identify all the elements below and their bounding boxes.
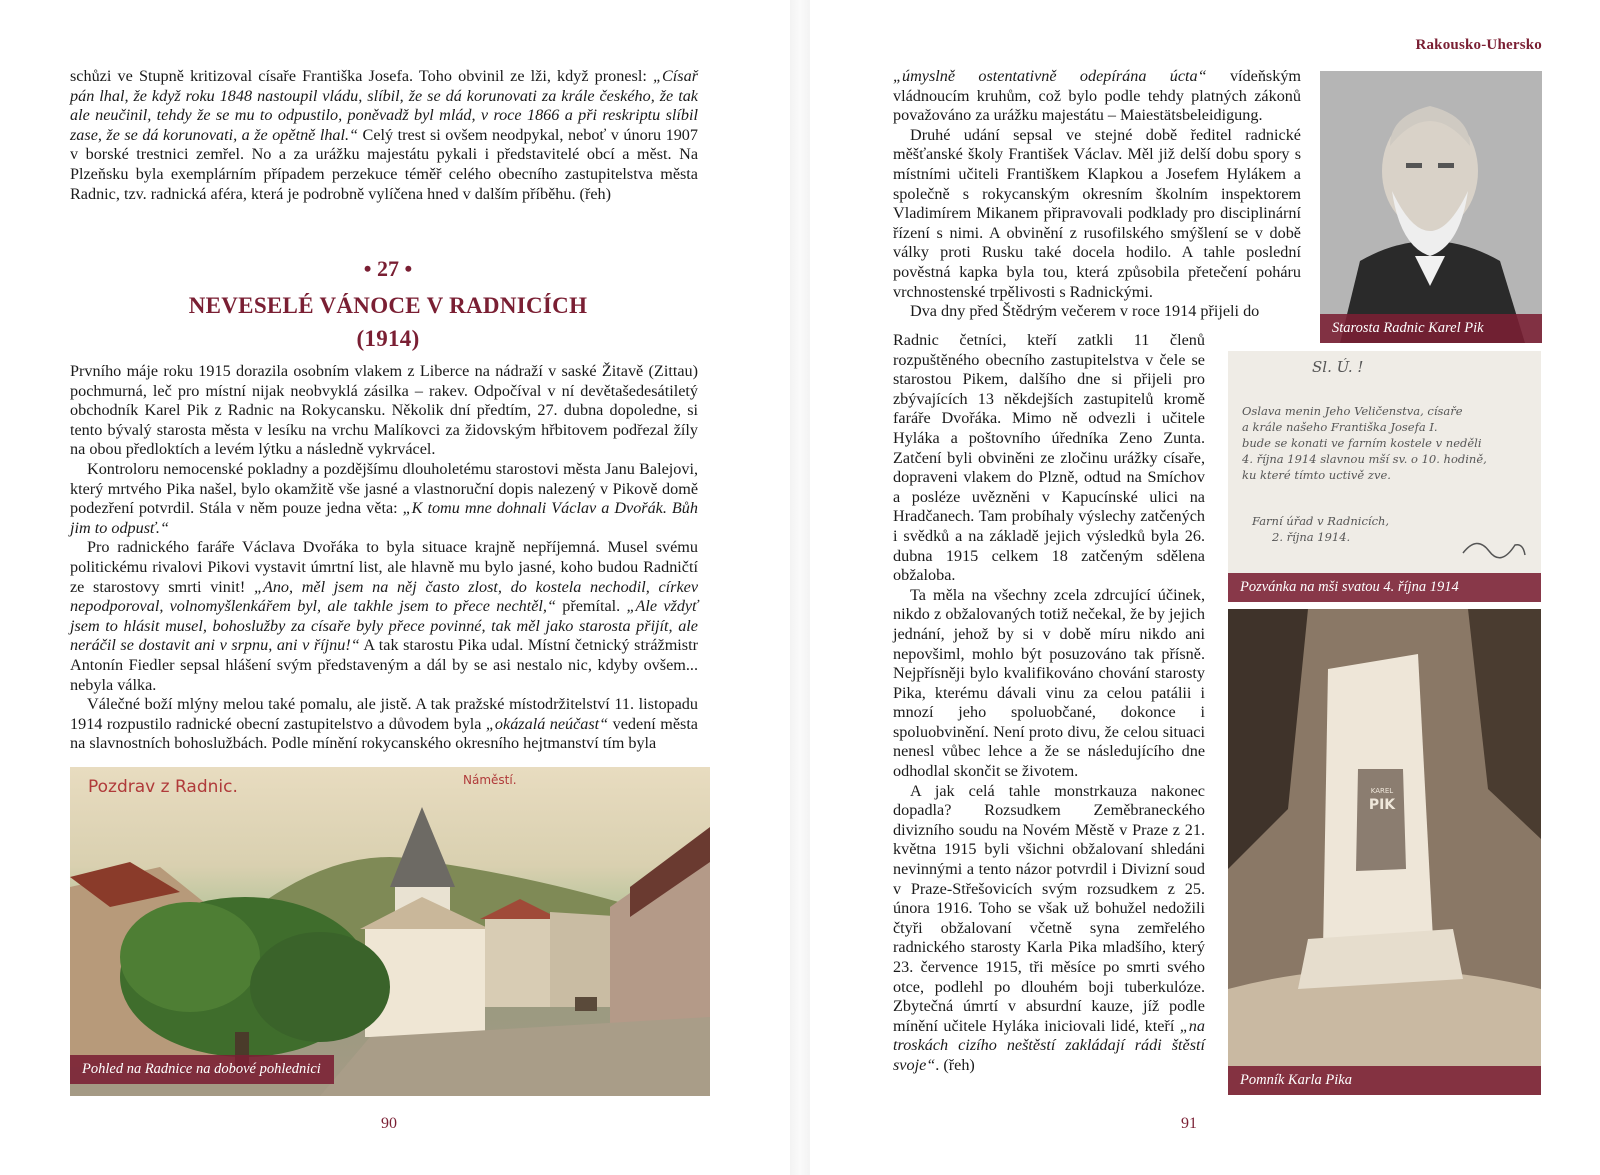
paragraph: „úmyslně ostentativně odepírána úcta“ vídeňským vládnoucím kruhům, což bylo podle tehdy platných zákonů považováno za urážku majestátu – Maiestätsbeleidigung. (893, 67, 1301, 125)
paragraph: Pro radnického faráře Václava Dvořáka to byla situace krajně nepříjemná. Musel svému politickému rivalovi Pikovi vystavit úmrtní list, ale hlavně mu bylo jasné, koho budou Radničtí ze starostovy smrti vinit! „Ano, měl jsem na něj často zlost, do kostela nechodil, církev nepodporoval, volnomyšlenkářem byl, ale takhle jsem to přece nechtěl,“ přemítal. „Ale vždyť jsem to hlásit musel, bohoslužby za císaře byly přece povinné, tak měl jako starosta přijít, ale neráčil se dostavit ani v srpnu, ani v říjnu!“ A tak starostu Pika udal. Místní četnický strážmistr Antonín Fiedler sepsal hlášení svým představeným a dál by se asi nestalo nic, kdyby ovšem... nebyla válka. (70, 538, 698, 694)
monument-caption: Pomník Karla Pika (1228, 1066, 1541, 1095)
portrait-illustration (1320, 71, 1542, 343)
invitation-line: ku které tímto uctivě zve. (1242, 468, 1391, 482)
invitation-line: 4. října 1914 slavnou mší sv. o 10. hodině, (1242, 452, 1487, 466)
invitation-line: Sl. Ú. ! (1312, 358, 1364, 376)
paragraph: Radnic četníci, kteří zatkli 11 členů rozpuštěného obecního zastupitelstva v čele se starostou Pikem, dalšího dne si přijeli pro zbývajících 13 někdejších zastupitelů kromě faráře Dvořáka. Mimo ně odvezli i učitele Hyláka a poštovního úředníka Zeno Zunta. Zatčení byli obviněni ze zločinu urážky císaře, dopraveni vlakem do Plzně, odtud na Smíchov a posléze uvězněni v Kapucínské ulici na Hradčanech. Tam probíhaly výslechy zatčených i svědků a na základě jejich výsledků byla 26. dubna 1915 celkem 18 zatčeným sdělena obžaloba. (893, 331, 1205, 585)
book-gutter (790, 0, 810, 1175)
postcard-square-label: Náměstí. (463, 773, 517, 787)
right-column-bottom (893, 331, 1205, 1076)
page-number-right: 91 (1181, 1115, 1197, 1132)
paragraph: schůzi ve Stupně kritizoval císaře Františka Josefa. Toho obvinil ze lži, když pronesl: „Císař pán lhal, že když roku 1848 nastoupil vládu, slíbil, že se dá korunovati za krále českého, že tak ale neučinil, tehdy že se mu to odpustilo, poněvadž byl mlád, v roce 1866 a při reskriptu slíbil zase, že se dá korunovati, a že opětně lhal.“ Celý trest si ovšem neodpykal, neboť v únoru 1907 v borské trestnici zemřel. No a za urážku majestátu pykali i představitelé obcí a měst. Na Plzeňsku byla exemplárním případem perzekuce téměř celého obecního zastupitelstva města Radnic, tzv. radnická aféra, která je podrobně vylíčena hned v dalším příběhu. (řeh) (70, 67, 698, 203)
paragraph: Kontroloru nemocenské pokladny a pozdějšímu dlouholetému starostovi města Janu Balejovi, který mrtvého Pika našel, bylo okamžitě vše jasné a vlastnoruční dopis nalezený v Pikově domě podezření potvrdil. Stála v něm pouze jedna věta: „K tomu mne dohnali Václav a Dvořák. Bůh jim to odpusť.“ (70, 459, 698, 537)
invitation-line: bude se konati ve farním kostele v neděli (1242, 436, 1482, 450)
signature-mark (1459, 533, 1529, 563)
invitation-line: Oslava menin Jeho Veličenstva, císaře (1242, 404, 1463, 418)
paragraph: A jak celá tahle monstrkauza nakonec dopadla? Rozsudkem Zeměbraneckého divizního soudu na Novém Městě v Praze z 21. května 1915 byli všichni obžalovaní shledáni nevinnými a tento názor potvrdil i Divizní soud v Praze-Střešovicích svým rozsudkem z 25. února 1916. Toho se však už bohužel nedožili čtyři obžalovaní včetně syna zemřelého radnického starosty Karla Pika mladšího, který 23. července 1915, tři měsíce po smrti svého otce, podlehl po dlouhém boji tuberkulóze. Zbytečná úmrtí v absurdní kauze, jíž podle mínění učitele Hyláka iniciovali lidé, kteří „na troskách cizího neštěstí zakládají rádi štěstí svoje“. (řeh) (893, 781, 1205, 1074)
monument-illustration (1228, 609, 1541, 1095)
right-page (810, 0, 1600, 1175)
intro-paragraph (70, 67, 698, 204)
invitation-line: a krále našeho Františka Josefa I. (1242, 420, 1438, 434)
paragraph: Druhé udání sepsal ve stejné době ředitel radnické měšťanské školy František Václav. Měl již delší dobu spory s místními učiteli Františkem Klapkou a Josefem Hylákem a společně s rokycanským okresním školním inspektorem Vladimírem Mikanem připravovali podklady pro disciplinární řízení s nimi. A obvinění z rusofilského smýšlení se v době války proti Rusku také docela hodilo. A tahle poslední pověstná kapka byla tou, která způsobila přetečení poháru vrchnostenské trpělivosti s Radnickými. (893, 125, 1301, 301)
paragraph: Válečné boží mlýny melou také pomalu, ale jistě. A tak pražské místodržitelství 11. listopadu 1914 rozpustilo radnické obecní zastupitelstvo a důvodem byla „okázalá neúčast“ vedení města na slavnostních bohoslužbách. Podle mínění rokycanského okresního hejtmanství tím byla (70, 695, 698, 753)
monument-plaque-text (1361, 784, 1403, 812)
chapter-body (70, 362, 698, 754)
chapter-year: (1914) (356, 326, 420, 351)
chapter-title (70, 289, 706, 355)
chapter-number: • 27 • (363, 256, 413, 281)
invitation-caption: Pozvánka na mši svatou 4. října 1914 (1228, 573, 1541, 602)
paragraph: Prvního máje roku 1915 dorazila osobním vlakem z Liberce na nádraží v saské Žitavě (Zittau) pochmurná, leč pro místní nijak neobvyklá zásilka – rakev. Odpočíval v ní devětašedesátiletý obchodník Karel Pik z Radnic na Rokycansku. Několik dní předtím, 27. dubna dopoledne, si tento bývalý starosta města v lesíku na vrchu Malíkovci za židovským hřbitovem podřezal žíly na obou předloktích a levém lýtku a následně vykrvácel. (70, 362, 698, 459)
portrait-photo (1320, 71, 1542, 343)
plaque-line: KAREL (1370, 787, 1394, 795)
page-number-left: 90 (381, 1115, 397, 1132)
paragraph: Dva dny před Štědrým večerem v roce 1914 přijeli do (910, 302, 1260, 321)
left-page (0, 0, 790, 1175)
invitation-text (1242, 359, 1533, 545)
postcard-photo (70, 767, 710, 1096)
postcard-greeting: Pozdrav z Radnic. (88, 777, 238, 797)
invitation-line: Farní úřad v Radnicích, (1252, 514, 1390, 528)
invitation-line: 2. října 1914. (1272, 530, 1351, 544)
paragraph: Ta měla na všechny zcela zdrcující účinek, nikdo z obžalovaných totiž nečekal, že by jejich jednání, jehož by si v době míru nikdo ani nepovšiml, mohlo být posuzováno tak přísně. Nejpřísněji bylo kvalifikováno chování starosty Pika, kterému dávali vinu za celou patálii i mnozí jeho spoluobčané, dokonce i spoluobvinění. Není proto divu, že celou situaci nenesl vůbec lehce a že se následujícího dne odhodlal skončit se životem. (893, 585, 1205, 781)
invitation-photo (1228, 351, 1541, 602)
portrait-caption: Starosta Radnic Karel Pik (1320, 314, 1542, 343)
chapter-title-text: NEVESELÉ VÁNOCE V RADNICÍCH (188, 293, 588, 318)
postcard-illustration (70, 767, 710, 1096)
postcard-caption: Pohled na Radnice na dobové pohlednici (70, 1055, 334, 1084)
right-column-top (893, 67, 1301, 322)
plaque-line: PIK (1368, 797, 1396, 813)
running-head: Rakousko-Uhersko (1415, 37, 1542, 53)
monument-photo (1228, 609, 1541, 1095)
